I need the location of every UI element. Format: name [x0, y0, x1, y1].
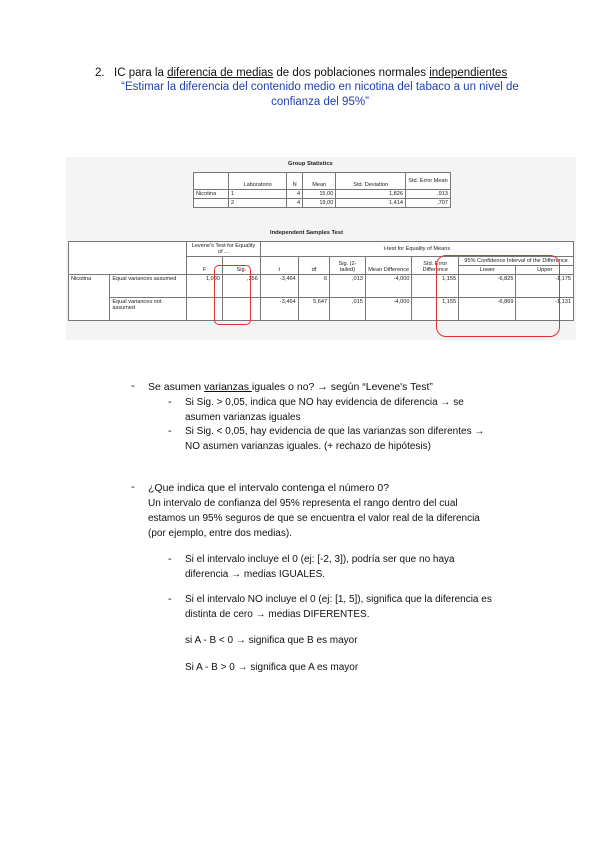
interval-rule-2-line-2: distinta de cero → medias DIFERENTES. [185, 609, 370, 620]
levene-rule-1-line-2: asumen varianzas iguales [185, 412, 301, 423]
col-header: Std. Error Mean [406, 173, 451, 190]
cell-var: Nicotina [69, 275, 110, 321]
col-lower: Lower [459, 266, 516, 275]
levene-question [148, 379, 433, 395]
cell: -4,000 [365, 275, 412, 298]
group-stats-table [193, 172, 451, 208]
sub-bullet-dash: - [168, 396, 172, 408]
difference-rule-negative: si A - B < 0 → significa que B es mayor [185, 635, 358, 646]
col-header: Std. Deviation [336, 173, 406, 190]
cell: 4 [287, 199, 303, 208]
section-number: 2. [95, 67, 105, 79]
col-header: Laboratorio [229, 173, 287, 190]
section-heading [114, 67, 507, 79]
col-std-err-diff: Std. Error Difference [412, 257, 459, 275]
interval-paragraph-line-3: (por ejemplo, entre dos medias). [148, 528, 292, 539]
cell: 5,647 [298, 298, 329, 321]
cell: -6,869 [459, 298, 516, 321]
cell: 1,826 [336, 190, 406, 199]
cell: 1,155 [412, 298, 459, 321]
quote-line-2: confianza del 95%” [271, 96, 369, 108]
col-t: t [260, 257, 298, 275]
cell: 1,000 [187, 275, 223, 298]
col-sig-2tailed: Sig. (2-tailed) [330, 257, 366, 275]
levene-question-pre: Se asumen [148, 381, 205, 393]
cell: 2 [229, 199, 287, 208]
cell: -1,131 [516, 298, 574, 321]
table-row [194, 173, 451, 190]
interval-rule-1-line-1: Si el intervalo incluye el 0 (ej: [-2, 3]), podría ser que no haya [185, 554, 455, 565]
table-row [194, 199, 451, 208]
col-df: df [298, 257, 329, 275]
levene-header: Levene's Test for Equality of ... [187, 242, 261, 257]
sub-bullet-dash: - [168, 553, 172, 565]
interval-question: ¿Que indica que el intervalo contenga el número 0? [148, 482, 390, 494]
levene-question-post: iguales o no? → según “Levene's Test” [251, 381, 433, 393]
heading-underline-2: independientes [429, 67, 508, 79]
cell: ,015 [330, 298, 366, 321]
spss-output-image [66, 157, 576, 340]
cell: Nicotina [194, 190, 229, 199]
ind-test-title: Independent Samples Test [270, 230, 344, 236]
cell: 1,414 [336, 199, 406, 208]
col-upper: Upper [516, 266, 574, 275]
quote-line-1: “Estimar la diferencia del contenido medio en nicotina del tabaco a un nivel de [121, 81, 519, 93]
cell: -1,175 [516, 275, 574, 298]
cell: 4 [287, 190, 303, 199]
levene-rule-1-line-1: Si Sig. > 0,05, indica que NO hay evidencia de diferencia → se [185, 397, 464, 408]
heading-pre: IC para la [114, 67, 168, 79]
cell: ,913 [406, 190, 451, 199]
group-stats-title: Group Statistics [288, 161, 333, 167]
cell: ,707 [406, 199, 451, 208]
cell: -4,000 [365, 298, 412, 321]
difference-rule-positive: Si A - B > 0 → significa que A es mayor [185, 662, 359, 673]
cell: 15,00 [303, 190, 336, 199]
ci-highlight-box [436, 255, 560, 337]
cell: ,356 [222, 275, 260, 298]
levene-rule-2-line-1: Si Sig. < 0,05, hay evidencia de que las varianzas son diferentes → [185, 426, 485, 437]
cell: 1 [229, 190, 287, 199]
cell-label: Equal variances not assumed [110, 298, 187, 321]
bullet-dash: - [131, 481, 135, 493]
cell: 19,00 [303, 199, 336, 208]
interval-rule-2-line-1: Si el intervalo NO incluye el 0 (ej: [1, 5]), significa que la diferencia es [185, 594, 492, 605]
col-sig: Sig. [222, 257, 260, 275]
levene-question-underline: varianzas [204, 381, 252, 393]
interval-rule-1-line-2: diferencia → medias IGUALES. [185, 569, 326, 580]
sig-highlight-box [214, 265, 251, 325]
levene-rule-2-line-2: NO asumen varianzas iguales. (+ rechazo de hipótesis) [185, 441, 431, 452]
cell: -3,464 [260, 275, 298, 298]
cell: ,013 [330, 275, 366, 298]
col-header: Mean [303, 173, 336, 190]
col-mean-diff: Mean Difference [365, 257, 412, 275]
cell: -6,825 [459, 275, 516, 298]
interval-paragraph-line-1: Un intervalo de confianza del 95% representa el rango dentro del cual [148, 498, 458, 509]
table-row [194, 190, 451, 199]
col-header: N [287, 173, 303, 190]
heading-underline-1: diferencia de medias [167, 67, 274, 79]
heading-mid: de dos poblaciones normales [273, 67, 430, 79]
ttest-header: t-test for Equality of Means [260, 242, 573, 257]
sub-bullet-dash: - [168, 425, 172, 437]
col-f: F [187, 257, 223, 275]
cell: -3,464 [260, 298, 298, 321]
sub-bullet-dash: - [168, 593, 172, 605]
cell: 1,155 [412, 275, 459, 298]
cell: 6 [298, 275, 329, 298]
cell-label: Equal variances assumed [110, 275, 187, 298]
bullet-dash: - [131, 380, 135, 392]
interval-paragraph-line-2: estamos un 95% seguros de que se encuentra el valor real de la diferencia [148, 513, 480, 524]
cell [194, 199, 229, 208]
ci-header: 95% Confidence Interval of the Difference [459, 257, 574, 266]
